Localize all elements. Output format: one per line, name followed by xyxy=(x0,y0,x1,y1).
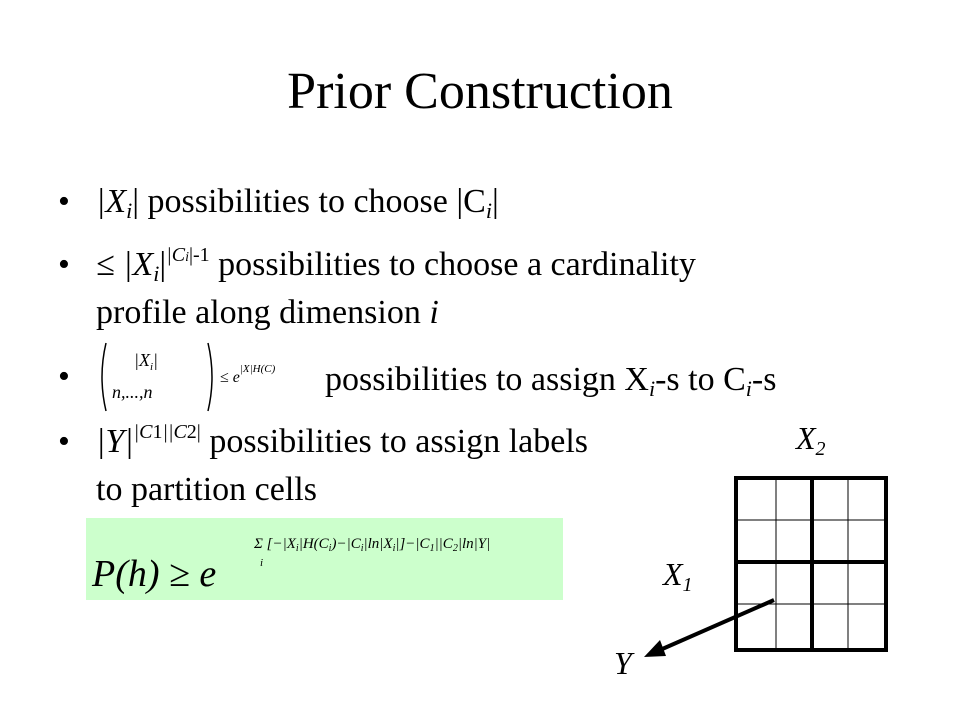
bullet-dot: • xyxy=(58,358,70,395)
prior-formula-box xyxy=(86,518,563,600)
svg-text:Σ [−|Xi|H(Ci)−|Ci|ln|Xi|]−|C1|: Σ $[-|X_i|H(C_i)-|C_i|\ln|X_i|]-|C_1||C_2|\ln|Y|$ xyxy=(254,536,491,554)
bullet-1-text: $|X_i|$ possibilities to choose $|C_i|$ xyxy=(96,183,499,223)
y-label: Y xyxy=(614,645,632,681)
svg-text:P(h) ≥ e: P(h) ≥ e xyxy=(92,553,217,595)
partition-grid xyxy=(630,470,900,670)
svg-text:|Xi|: $|X_i|$ xyxy=(134,350,158,373)
bullet-dot: • xyxy=(58,423,70,460)
bullet-2-text: ≤ $|X_i|^{|Ci|-1}$ possibilities to choose a cardinality xyxy=(96,244,696,286)
bullet-3-text: possibilities to assign $X_i-s$ to $C_i-s$ xyxy=(325,361,777,401)
bullet-4-text: $|Y|^{|C1||C2|}$ possibilities to assign labels xyxy=(96,421,589,460)
bullet-4-line2: to partition cells xyxy=(96,471,317,508)
bullet-2-line2: profile along dimension i xyxy=(96,294,439,331)
svg-text:≤ e|X|H(C): ≤ $e^{|X}|H(C)$ xyxy=(220,363,276,386)
svg-text:n,...,n: n,...,n xyxy=(112,382,153,402)
x1-label: $X_1$ xyxy=(663,556,693,596)
x2-label: $X_2$ xyxy=(796,420,826,460)
prior-formula xyxy=(86,518,563,600)
binomial-formula xyxy=(96,340,318,414)
bullet-dot: • xyxy=(58,246,70,283)
svg-text:i: i xyxy=(260,557,264,569)
slide-title: Prior Construction xyxy=(287,63,673,120)
bullet-dot: • xyxy=(58,183,70,220)
